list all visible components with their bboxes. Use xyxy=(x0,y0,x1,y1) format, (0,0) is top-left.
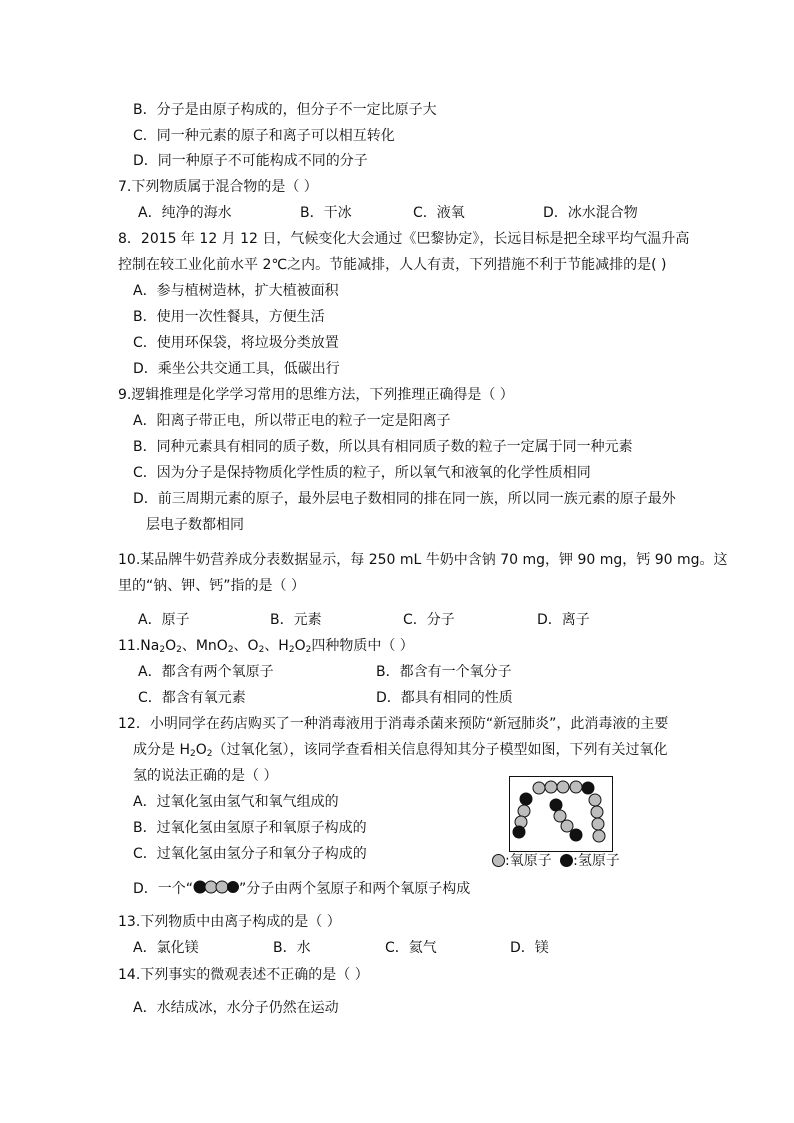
q11-option-b: B．都含有一个氧分子 xyxy=(376,664,512,680)
q11-option-c: C．都含有氧元素 xyxy=(138,690,246,706)
q13-stem: 13.下列物质中由离子构成的是（ ） xyxy=(118,914,341,930)
q6-option-d: D．同一种原子不可能构成不同的分子 xyxy=(133,153,368,169)
oxygen-atom xyxy=(591,806,603,818)
q6-option-b: B．分子是由原子构成的，但分子不一定比原子大 xyxy=(133,102,437,118)
hydrogen-peroxide-model-figure xyxy=(509,776,613,852)
legend-oxygen-label: :氧原子 xyxy=(505,853,552,869)
oxygen-atom xyxy=(518,805,530,817)
hydrogen-atom xyxy=(513,826,525,838)
oxygen-atom xyxy=(593,830,605,842)
hydrogen-atom xyxy=(570,829,582,841)
q12-option-c: C．过氧化氢由氢分子和氧分子构成的 xyxy=(133,846,367,862)
molecule-model-drawing xyxy=(510,777,612,851)
q10-stem-line2: 里的“钠、钾、钙”指的是（ ） xyxy=(118,578,305,594)
oxygen-atom xyxy=(557,781,569,793)
q10-option-c: C．分子 xyxy=(403,612,455,628)
q7-option-b: B．干冰 xyxy=(300,205,352,221)
molecule-legend xyxy=(492,852,620,870)
q14-option-a: A．水结成冰，水分子仍然在运动 xyxy=(133,1000,339,1016)
q9-stem: 9.逻辑推理是化学学习常用的思维方法，下列推理正确得是（ ） xyxy=(118,387,514,403)
q12-option-b: B．过氧化氢由氢原子和氧原子构成的 xyxy=(133,820,367,836)
q7-stem: 7.下列物质属于混合物的是（ ） xyxy=(118,179,318,195)
oxygen-atom xyxy=(533,782,545,794)
q8-stem-line1: 8．2015 年 12 月 12 日，气候变化大会通过《巴黎协定》，长远目标是把全球平均气温升高 xyxy=(118,231,690,247)
hydrogen-atom xyxy=(520,793,532,805)
oxygen-atom xyxy=(589,794,601,806)
q11-option-d: D．都具有相同的性质 xyxy=(376,690,513,706)
q11-option-a: A．都含有两个氧原子 xyxy=(138,664,274,680)
hydrogen-atom xyxy=(582,782,594,794)
q12-stem-line3: 氢的说法正确的是（ ） xyxy=(133,768,278,784)
oxygen-atom-icon xyxy=(492,854,505,867)
q13-option-d: D．镁 xyxy=(510,940,549,956)
oxygen-atom xyxy=(545,781,557,793)
q10-option-b: B．元素 xyxy=(270,612,322,628)
hydrogen-atom xyxy=(550,799,562,811)
q8-option-b: B．使用一次性餐具，方便生活 xyxy=(133,309,325,325)
q12-stem-line1: 12．小明同学在药店购买了一种消毒液用于消毒杀菌来预防“新冠肺炎”，此消毒液的主要 xyxy=(118,716,669,732)
legend-hydrogen-label: :氢原子 xyxy=(573,853,620,869)
q10-option-a: A．原子 xyxy=(138,612,190,628)
oxygen-atom xyxy=(570,781,582,793)
h2o2-molecule-icon xyxy=(193,880,239,894)
q12-option-d: D．一个“ ”分子由两个氢原子和两个氧原子构成 xyxy=(133,881,471,897)
q9-option-b: B．同种元素具有相同的质子数，所以具有相同质子数的粒子一定属于同一种元素 xyxy=(133,439,633,455)
q13-option-c: C．氦气 xyxy=(385,940,437,956)
q12-stem-line2: 成分是 $H_2O_2$（过氧化氢），该同学查看相关信息得知其分子模型如图，下列有关过氧化 xyxy=(133,742,668,759)
q13-option-a: A．氯化镁 xyxy=(133,940,199,956)
q9-option-d-line2: 层电子数都相同 xyxy=(146,517,244,533)
q8-option-a: A．参与植树造林，扩大植被面积 xyxy=(133,283,339,299)
q9-option-d-line1: D．前三周期元素的原子，最外层电子数相同的排在同一族，所以同一族元素的原子最外 xyxy=(133,491,676,507)
q10-stem-line1: 10.某品牌牛奶营养成分表数据显示，每 250 mL 牛奶中含钠 70 mg，钾 90 mg，钙 90 mg。这 xyxy=(118,552,728,568)
q7-option-d: D．冰水混合物 xyxy=(543,205,638,221)
q10-option-d: D．离子 xyxy=(537,612,590,628)
q8-option-c: C．使用环保袋，将垃圾分类放置 xyxy=(133,335,339,351)
q8-option-d: D．乘坐公共交通工具，低碳出行 xyxy=(133,361,340,377)
q7-option-a: A．纯净的海水 xyxy=(138,205,232,221)
q6-option-c: C．同一种元素的原子和离子可以相互转化 xyxy=(133,128,395,144)
q9-option-a: A．阳离子带正电，所以带正电的粒子一定是阳离子 xyxy=(133,413,451,429)
q11-stem: $11.Na_2O_2$、MnO$_2$、$O_2$、$H_2O_2$四种物质中（ ） xyxy=(118,638,414,655)
hydrogen-atom-icon xyxy=(560,854,573,867)
q13-option-b: B．水 xyxy=(273,940,311,956)
q9-option-c: C．因为分子是保持物质化学性质的粒子，所以氧气和液氧的化学性质相同 xyxy=(133,465,591,481)
oxygen-atom xyxy=(592,818,604,830)
q14-stem: 14.下列事实的微观表述不正确的是（ ） xyxy=(118,967,369,983)
q7-option-c: C．液氧 xyxy=(413,205,465,221)
q12-option-a: A．过氧化氢由氢气和氧气组成的 xyxy=(133,794,339,810)
q8-stem-line2: 控制在较工业化前水平 2℃之内。节能减排，人人有责，下列措施不利于节能减排的是( ) xyxy=(118,257,667,273)
oxygen-atom xyxy=(561,820,573,832)
